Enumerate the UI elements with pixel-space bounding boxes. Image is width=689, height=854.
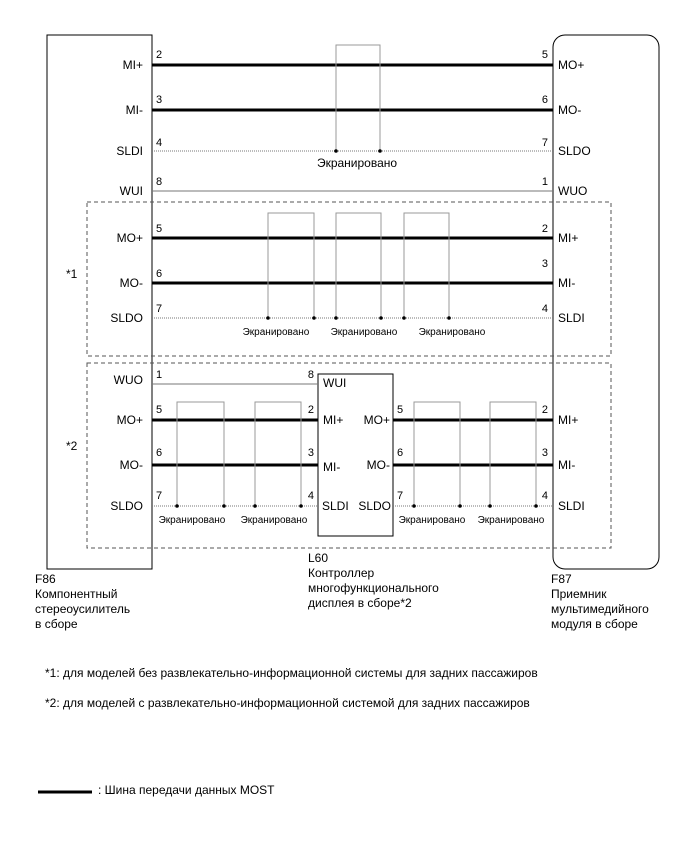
shield-dot <box>266 316 270 320</box>
shield-label: Экранировано <box>316 156 398 170</box>
pin-number: 6 <box>156 268 163 280</box>
shield-dot <box>312 316 316 320</box>
f86-pin-sldi: SLDI <box>116 144 143 158</box>
pin-number: 6 <box>397 447 404 459</box>
pin-number: 4 <box>541 303 548 315</box>
f87-pin-mi-minus: MI- <box>558 458 576 472</box>
footnote-1: *1: для моделей без развлекательно-информационной системы для задних пассажиров <box>45 666 538 680</box>
f86-pin-mo-plus: MO+ <box>116 231 143 245</box>
f86-pin-sldo: SLDO <box>110 499 143 513</box>
shield-loop <box>177 402 224 506</box>
pin-number: 3 <box>307 447 314 459</box>
l60-pin-mo-plus: MO+ <box>363 413 390 427</box>
f86-pin-mi-plus: MI+ <box>122 58 143 72</box>
f86-pin-mi-minus: MI- <box>125 103 143 117</box>
pin-number: 3 <box>541 258 548 270</box>
shield-dot <box>379 316 383 320</box>
shield-loop <box>404 213 449 318</box>
shield-loop <box>268 213 314 318</box>
shield-loop <box>414 402 460 506</box>
f87-pin-mi-minus: MI- <box>558 276 576 290</box>
pin-number: 3 <box>156 94 163 106</box>
shield-label: Экранировано <box>418 327 486 338</box>
pin-number: 6 <box>541 94 548 106</box>
pin-number: 2 <box>307 404 314 416</box>
pin-number: 1 <box>541 176 548 188</box>
shield-label: Экранировано <box>330 327 398 338</box>
pin-number: 2 <box>541 223 548 235</box>
l60-name: Контроллер многофункционального дисплея в сборе*2 <box>308 566 439 610</box>
legend-most-bus: : Шина передачи данных MOST <box>98 783 275 797</box>
l60-pin-mi-minus: MI- <box>323 460 341 474</box>
pin-number: 2 <box>541 404 548 416</box>
pin-number: 4 <box>541 490 548 502</box>
f87-pin-sldo: SLDO <box>558 144 591 158</box>
f86-code: F86 <box>35 572 56 586</box>
group1-label: *1 <box>66 267 78 281</box>
l60-pin-mi-plus: MI+ <box>323 413 344 427</box>
f87-pin-mo-minus: MO- <box>558 103 582 117</box>
shield-loop <box>336 45 380 151</box>
pin-number: 8 <box>156 176 163 188</box>
shield-label: Экранировано <box>242 327 310 338</box>
f87-pin-mo-plus: MO+ <box>558 58 585 72</box>
f87-name: Приемник мультимедийного модуля в сборе <box>551 587 649 631</box>
f87-pin-mi-plus: MI+ <box>558 231 579 245</box>
shield-dot <box>402 316 406 320</box>
shield-dot <box>447 316 451 320</box>
pin-number: 4 <box>307 490 314 502</box>
l60-pin-wui: WUI <box>323 376 347 390</box>
pin-number: 6 <box>156 447 163 459</box>
pin-number: 5 <box>156 404 163 416</box>
l60-pin-sldo: SLDO <box>358 499 391 513</box>
f87-code: F87 <box>551 572 572 586</box>
shield-dot <box>253 504 257 508</box>
pin-number: 1 <box>156 369 163 381</box>
f86-name: Компонентный стереоусилитель в сборе <box>35 587 131 631</box>
footnote-2: *2: для моделей с развлекательно-информационной системой для задних пассажиров <box>45 696 530 710</box>
pin-number: 8 <box>307 369 314 381</box>
shield-label: Экранировано <box>240 515 308 526</box>
pin-number: 5 <box>541 49 548 61</box>
f86-pin-mo-plus: MO+ <box>116 413 143 427</box>
l60-pin-mo-minus: MO- <box>366 458 390 472</box>
f87-pin-sldi: SLDI <box>558 311 585 325</box>
shield-label: Экранировано <box>398 515 466 526</box>
pin-number: 3 <box>541 447 548 459</box>
l60-code: L60 <box>308 551 329 565</box>
f87-pin-sldi: SLDI <box>558 499 585 513</box>
pin-number: 5 <box>156 223 163 235</box>
shield-dot <box>458 504 462 508</box>
f86-pin-wui: WUI <box>119 184 143 198</box>
shield-dot <box>334 316 338 320</box>
shield-dot <box>175 504 179 508</box>
shield-dot <box>334 149 338 153</box>
shield-dot <box>299 504 303 508</box>
pin-number: 7 <box>156 303 163 315</box>
f87-pin-mi-plus: MI+ <box>558 413 579 427</box>
shield-loop <box>490 402 536 506</box>
pin-number: 4 <box>156 137 163 149</box>
f86-pin-sldo: SLDO <box>110 311 143 325</box>
shield-loop <box>255 402 301 506</box>
shield-dot <box>534 504 538 508</box>
f86-pin-mo-minus: MO- <box>119 458 143 472</box>
pin-number: 7 <box>156 490 163 502</box>
shield-dot <box>488 504 492 508</box>
shield-dot <box>222 504 226 508</box>
f86-pin-wuo: WUO <box>113 373 143 387</box>
shield-label: Экранировано <box>158 515 226 526</box>
pin-number: 5 <box>397 404 404 416</box>
pin-number: 2 <box>156 49 163 61</box>
shield-label: Экранировано <box>477 515 545 526</box>
shield-loop <box>336 213 381 318</box>
pin-number: 7 <box>541 137 548 149</box>
f86-pin-mo-minus: MO- <box>119 276 143 290</box>
pin-number: 7 <box>397 490 404 502</box>
shield-dot <box>378 149 382 153</box>
l60-pin-sldi: SLDI <box>322 499 349 513</box>
shield-dot <box>412 504 416 508</box>
f87-pin-wuo: WUO <box>558 184 588 198</box>
group2-label: *2 <box>66 439 78 453</box>
